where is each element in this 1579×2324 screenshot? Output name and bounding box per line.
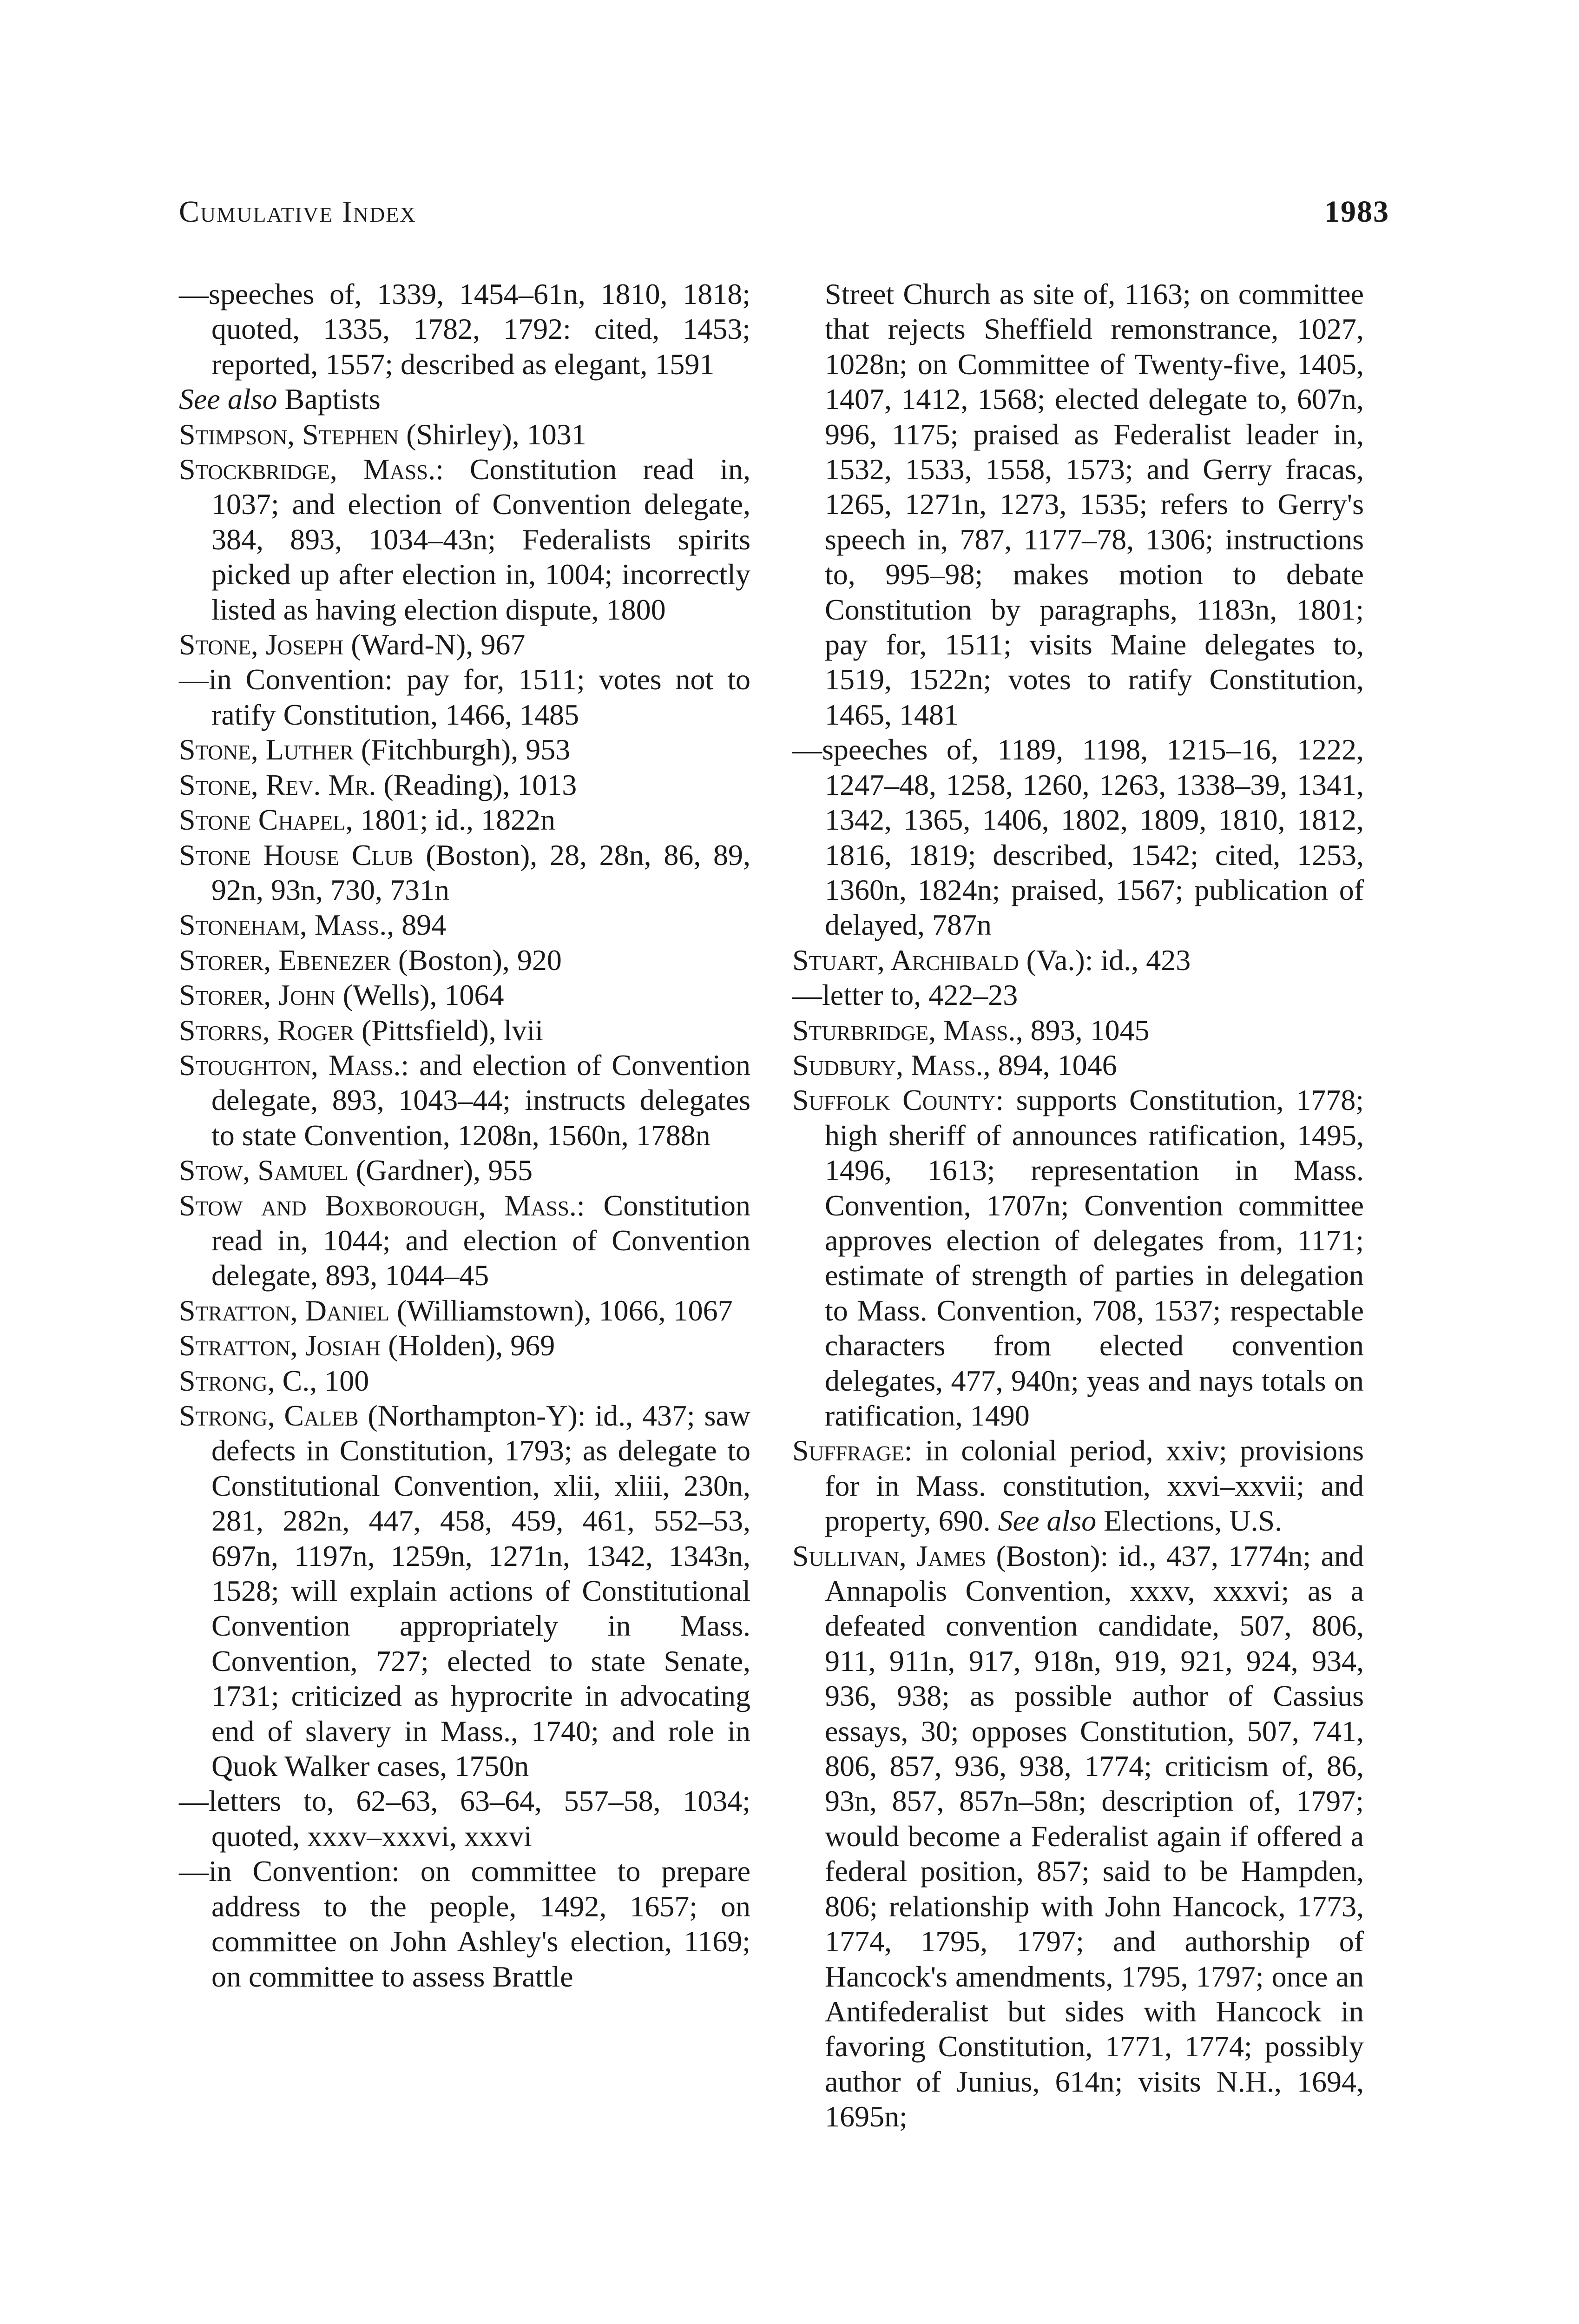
index-continuation: Street Church as site of, 1163; on committee that rejects Sheffield remonstrance, 1027, 1028n; on Committee of Twenty-five, 1405, 1407, 1412, 1568; elected delegate to, 607n, 996, 1175; praised as Federalist leader in, 1532, 1533, 1558, 1573; and Gerry fracas, 1265, 1271n, 1273, 1535; refers to Gerry's speech in, 787, 1177–78, 1306; instructions to, 995–98; makes motion to debate Constitution by paragraphs, 1183n, 1801; pay for, 1511; visits Maine delegates to, 1519, 1522n; votes to ratify Constitution, 1465, 1481 bbox=[825, 277, 1364, 731]
index-entry: Stow, Samuel (Gardner), 955 bbox=[179, 1154, 533, 1187]
index-subentry: —in Convention: on committee to prepare address to the people, 1492, 1657; on committee on John Ashley's election, 1169; on committee to assess Brattle bbox=[179, 1855, 750, 1993]
right-column bbox=[792, 277, 1364, 2134]
index-entry: Storer, Ebenezer (Boston), 920 bbox=[179, 943, 562, 977]
index-entry: Stone Chapel, 1801; id., 1822n bbox=[179, 803, 555, 837]
index-subentry: —in Convention: pay for, 1511; votes not to ratify Constitution, 1466, 1485 bbox=[179, 663, 750, 731]
page-number: 1983 bbox=[1324, 195, 1389, 229]
index-entry: Stockbridge, Mass.: Constitution read in, 1037; and election of Convention delegate, 384, 893, 1034–43n; Federalists spirits picked up after election in, 1004; incorrectly listed as having election dispute, 1800 bbox=[179, 453, 751, 626]
index-entry: Storrs, Roger (Pittsfield), lvii bbox=[179, 1013, 544, 1047]
index-entry: Suffolk County: supports Constitution, 1778; high sheriff of announces ratification, 1495, 1496, 1613; representation in Mass. Convention, 1707n; Convention committee approves election of delegates from, 1171; estimate of strength of parties in delegation to Mass. Convention, 708, 1537; respectable characters from elected convention delegates, 477, 940n; yeas and nays totals on ratification, 1490 bbox=[792, 1083, 1364, 1432]
index-entry: Stow and Boxborough, Mass.: Constitution read in, 1044; and election of Convention delegate, 893, 1044–45 bbox=[179, 1188, 751, 1292]
index-subentry: —letters to, 62–63, 63–64, 557–58, 1034; quoted, xxxv–xxxvi, xxxvi bbox=[179, 1784, 750, 1853]
index-cross-reference: See also Baptists bbox=[179, 383, 381, 416]
index-entry: Sturbridge, Mass., 893, 1045 bbox=[792, 1013, 1150, 1047]
index-entry: Strong, Caleb (Northampton-Y): id., 437; saw defects in Constitution, 1793; as delegate to Constitutional Convention, xlii, xliii, 230n, 281, 282n, 447, 458, 459, 461, 552–53, 697n, 1197n, 1259n, 1271n, 1342, 1343n, 1528; will explain actions of Constitutional Convention appropriately in Mass. Convention, 727; elected to state Senate, 1731; criticized as hyprocrite in advocating end of slavery in Mass., 1740; and role in Quok Walker cases, 1750n bbox=[179, 1399, 751, 1783]
left-column bbox=[179, 277, 750, 1994]
index-entry: Stoughton, Mass.: and election of Convention delegate, 893, 1043–44; instructs delegates to state Convention, 1208n, 1560n, 1788n bbox=[179, 1048, 751, 1152]
index-entry: Suffrage: in colonial period, xxiv; provisions for in Mass. constitution, xxvi–xxvii; and property, 690. See also Elections, U.S. bbox=[792, 1434, 1364, 1538]
index-entry: Stone, Rev. Mr. (Reading), 1013 bbox=[179, 768, 577, 801]
index-subentry: —speeches of, 1189, 1198, 1215–16, 1222, 1247–48, 1258, 1260, 1263, 1338–39, 1341, 1342, 1365, 1406, 1802, 1809, 1810, 1812, 1816, 1819; described, 1542; cited, 1253, 1360n, 1824n; praised, 1567; publication of delayed, 787n bbox=[792, 733, 1364, 942]
index-entry: Stuart, Archibald (Va.): id., 423 bbox=[792, 943, 1191, 977]
index-entry: Strong, C., 100 bbox=[179, 1364, 369, 1397]
running-head: Cumulative Index bbox=[179, 195, 416, 229]
index-subentry: —speeches of, 1339, 1454–61n, 1810, 1818; quoted, 1335, 1782, 1792: cited, 1453; reported, 1557; described as elegant, 1591 bbox=[179, 277, 750, 381]
index-entry: Sullivan, James (Boston): id., 437, 1774n; and Annapolis Convention, xxxv, xxxvi; as a defeated convention candidate, 507, 806, 911, 911n, 917, 918n, 919, 921, 924, 934, 936, 938; as possible author of Cassius essays, 30; opposes Constitution, 507, 741, 806, 857, 936, 938, 1774; criticism of, 86, 93n, 857, 857n–58n; description of, 1797; would become a Federalist again if offered a federal position, 857; said to be Hampden, 806; relationship with John Hancock, 1773, 1774, 1795, 1797; and authorship of Hancock's amendments, 1795, 1797; once an Antifederalist but sides with Hancock in favoring Constitution, 1771, 1774; possibly author of Junius, 614n; visits N.H., 1694, 1695n; bbox=[792, 1539, 1364, 2133]
index-entry: Sudbury, Mass., 894, 1046 bbox=[792, 1048, 1117, 1082]
index-entry: Stimpson, Stephen (Shirley), 1031 bbox=[179, 417, 586, 451]
index-entry: Stratton, Daniel (Williamstown), 1066, 1067 bbox=[179, 1294, 733, 1327]
index-entry: Stone, Joseph (Ward-N), 967 bbox=[179, 628, 526, 661]
index-entry: Stoneham, Mass., 894 bbox=[179, 908, 447, 942]
index-entry: Stone, Luther (Fitchburgh), 953 bbox=[179, 733, 571, 766]
index-subentry: —letter to, 422–23 bbox=[792, 978, 1018, 1012]
index-entry: Stone House Club (Boston), 28, 28n, 86, 89, 92n, 93n, 730, 731n bbox=[179, 838, 751, 906]
index-entry: Stratton, Josiah (Holden), 969 bbox=[179, 1329, 555, 1362]
index-entry: Storer, John (Wells), 1064 bbox=[179, 978, 504, 1012]
